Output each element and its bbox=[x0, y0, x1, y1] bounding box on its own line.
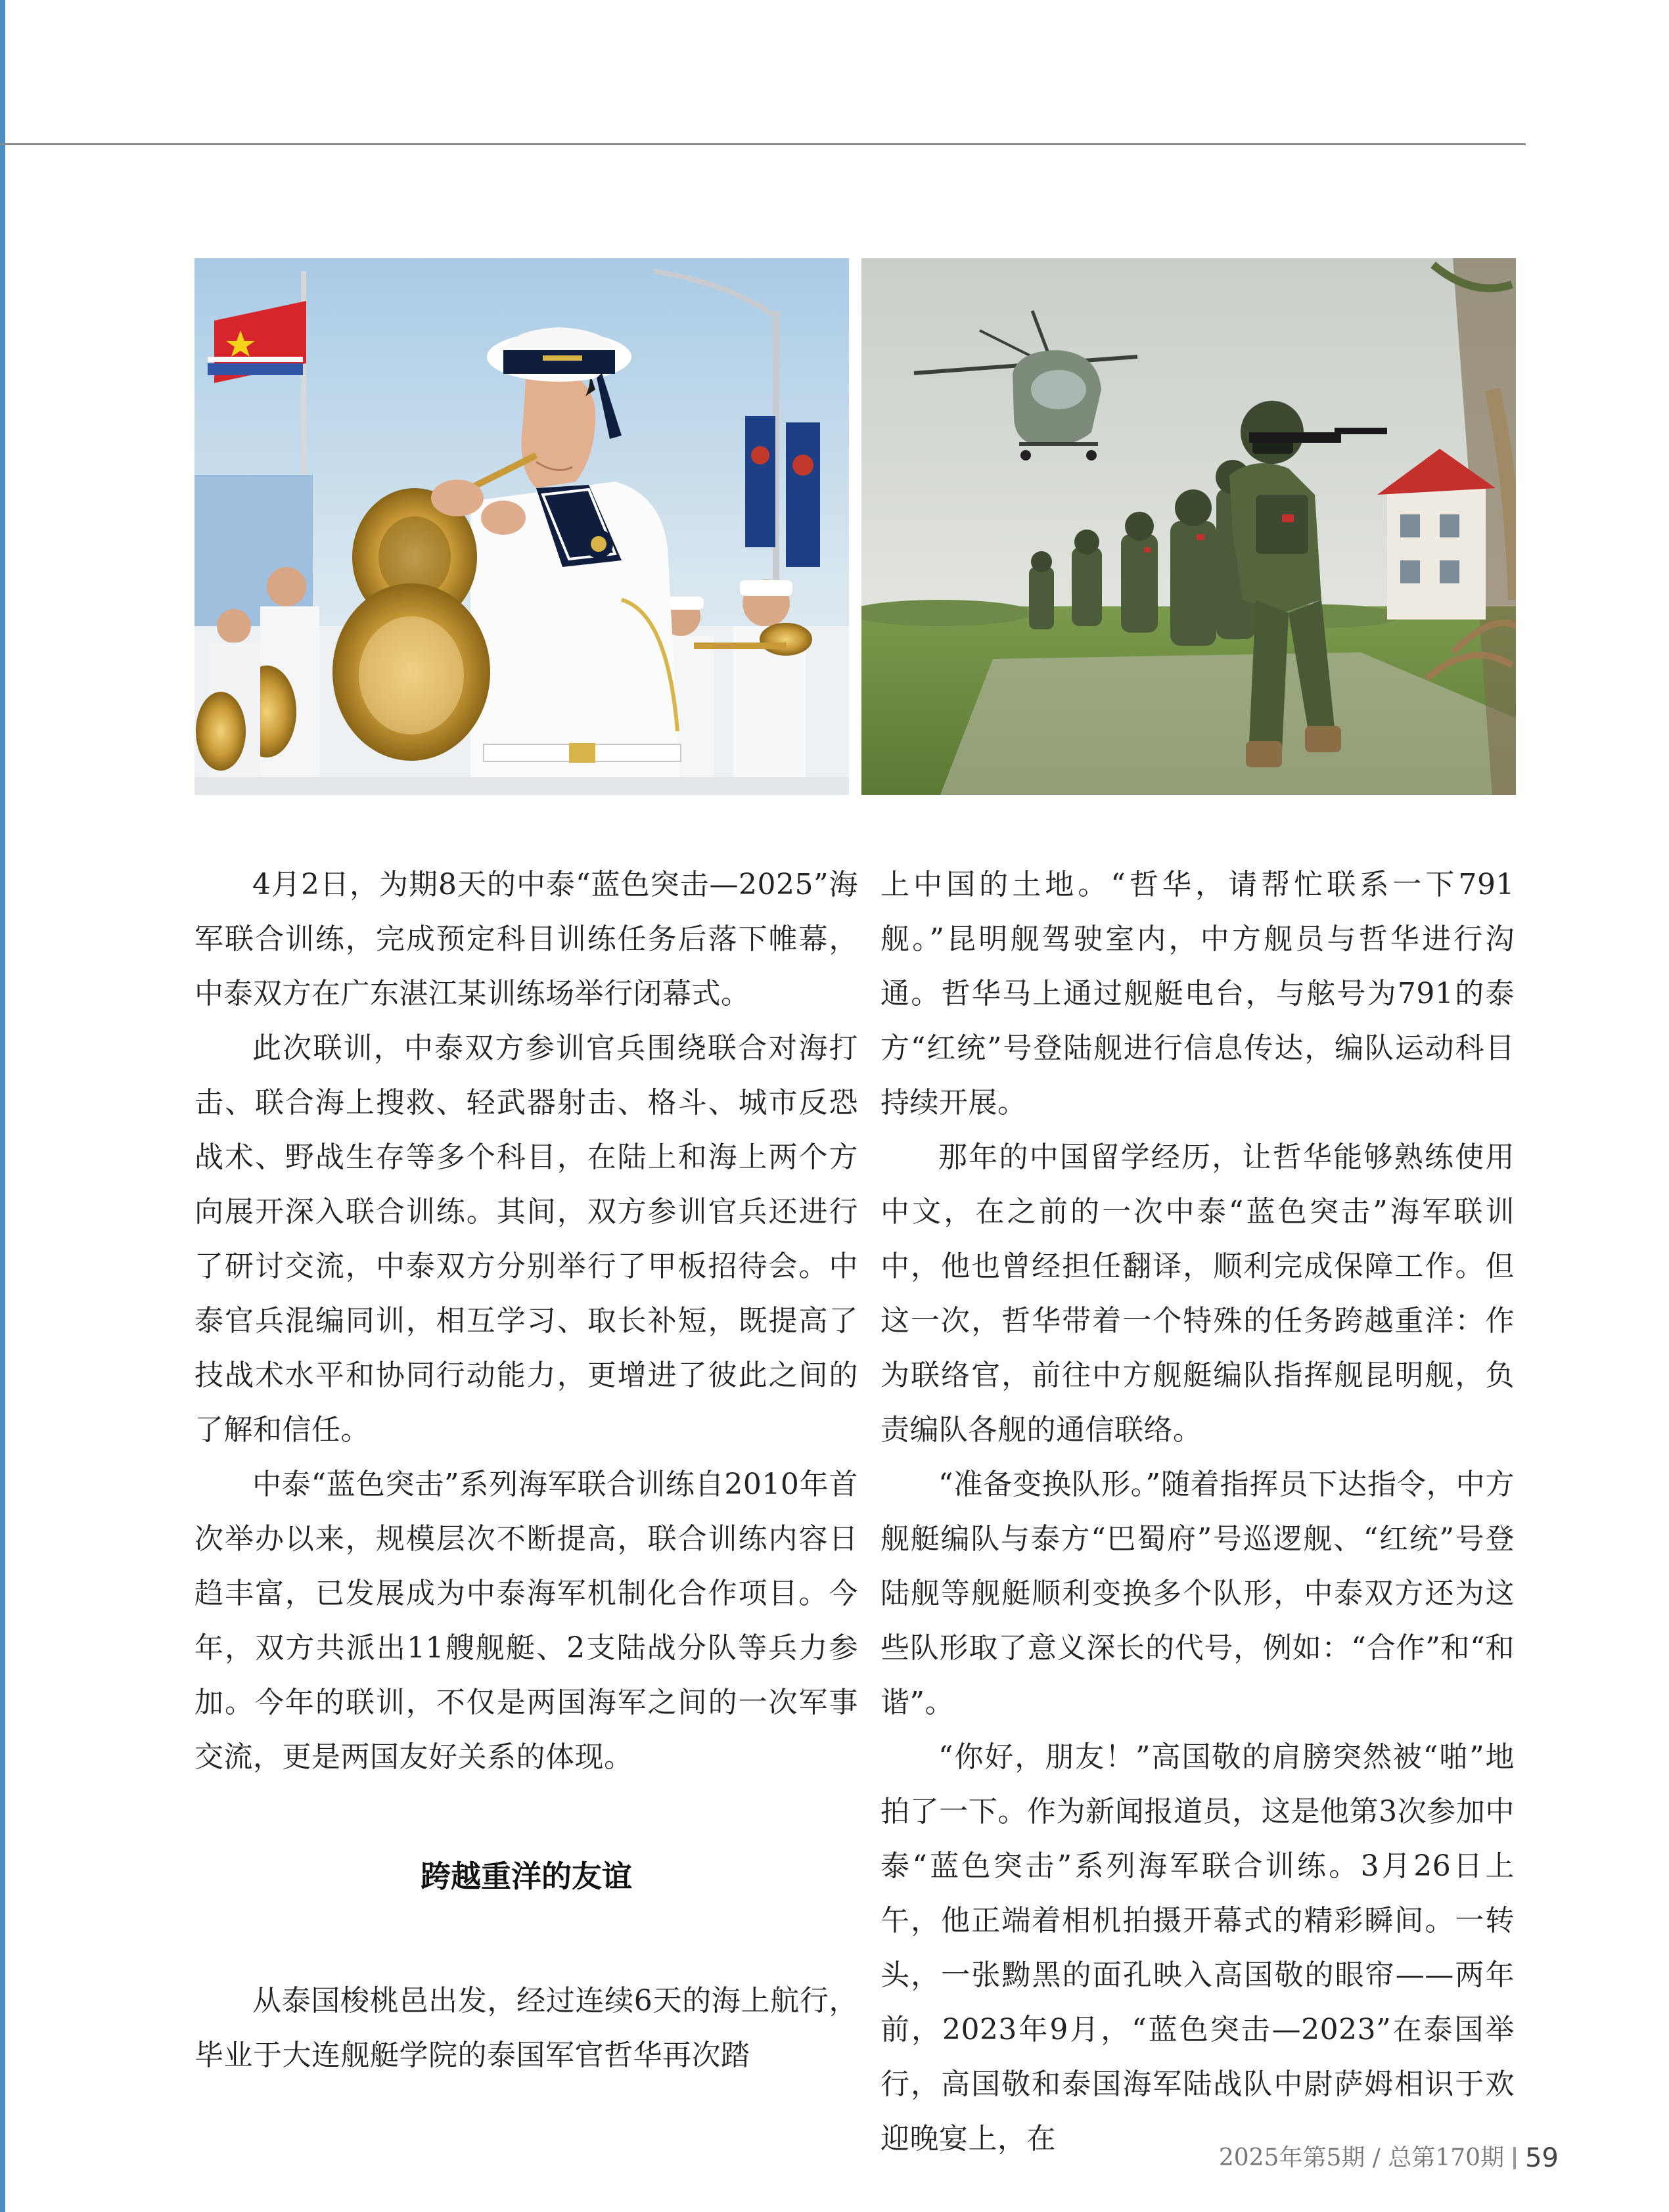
navy-band-photo bbox=[194, 258, 849, 795]
navy-band-photo-illustration bbox=[194, 258, 849, 795]
accent-stripe bbox=[0, 0, 5, 2212]
article-paragraph: 中泰“蓝色突击”系列海军联合训练自2010年首次举办以来，规模层次不断提高，联合训练内容日趋丰富，已发展成为中泰海军机制化合作项目。今年，双方共派出11艘舰艇、2支陆战分队等兵力参加。今年的联训，不仅是两国海军之间的一次军事交流，更是两国友好关系的体现。 bbox=[194, 1468, 858, 1774]
article-paragraph: 4月2日，为期8天的中泰“蓝色突击—2025”海军联合训练，完成预定科目训练任务后落下帷幕，中泰双方在广东湛江某训练场举行闭幕式。 bbox=[194, 868, 858, 1010]
issue-label: 2025年第5期 / 总第170期 bbox=[1218, 2144, 1505, 2171]
article-paragraph: “准备变换队形。”随着指挥员下达指令，中方舰艇编队与泰方“巴蜀府”号巡逻舰、“红统”号登陆舰等舰艇顺利变换多个队形，中泰双方还为这些队形取了意义深长的代号，例如：“合作”和“和谐”。 bbox=[880, 1468, 1515, 1719]
page-footer bbox=[1219, 2142, 1559, 2174]
article-paragraph-continued: 上中国的土地。“哲华，请帮忙联系一下791舰。”昆明舰驾驶室内，中方舰员与哲华进行沟通。哲华马上通过舰艇电台，与舷号为791的泰方“红统”号登陆舰进行信息传达，编队运动科目持续开展。 bbox=[880, 868, 1515, 1119]
article-paragraph: 此次联训，中泰双方参训官兵围绕联合对海打击、联合海上搜救、轻武器射击、格斗、城市反恐战术、野战生存等多个科目，在陆上和海上两个方向展开深入联合训练。其间，双方参训官兵还进行了研讨交流，中泰双方分别举行了甲板招待会。中泰官兵混编同训，相互学习、取长补短，既提高了技战术水平和协同行动能力，更增进了彼此之间的了解和信任。 bbox=[194, 1031, 858, 1447]
header-rule bbox=[0, 143, 1526, 145]
section-subheading: 跨越重洋的友谊 bbox=[421, 1859, 632, 1894]
article-column-right bbox=[880, 857, 1515, 2166]
article-paragraph: 从泰国梭桃邑出发，经过连续6天的海上航行，毕业于大连舰艇学院的泰国军官哲华再次踏 bbox=[194, 1984, 858, 2072]
footer-separator bbox=[1513, 2147, 1516, 2169]
article-paragraph: “你好，朋友！”高国敬的肩膀突然被“啪”地拍了一下。作为新闻报道员，这是他第3次参加中泰“蓝色突击”系列海军联合训练。3月26日上午，他正端着相机拍摄开幕式的精彩瞬间。一转头，一张黝黑的面孔映入高国敬的眼帘——两年前，2023年9月，“蓝色突击—2023”在泰国举行，高国敬和泰国海军陆战队中尉萨姆相识于欢迎晚宴上，在 bbox=[880, 1740, 1515, 2156]
article-paragraph: 那年的中国留学经历，让哲华能够熟练使用中文，在之前的一次中泰“蓝色突击”海军联训中，他也曾经担任翻译，顺利完成保障工作。但这一次，哲华带着一个特殊的任务跨越重洋：作为联络官，前往中方舰艇编队指挥舰昆明舰，负责编队各舰的通信联络。 bbox=[880, 1140, 1515, 1447]
marines-helicopter-photo bbox=[861, 258, 1516, 795]
marines-helicopter-photo-illustration bbox=[861, 258, 1516, 795]
article-column-left bbox=[194, 857, 858, 2083]
page-number: 59 bbox=[1525, 2143, 1559, 2173]
